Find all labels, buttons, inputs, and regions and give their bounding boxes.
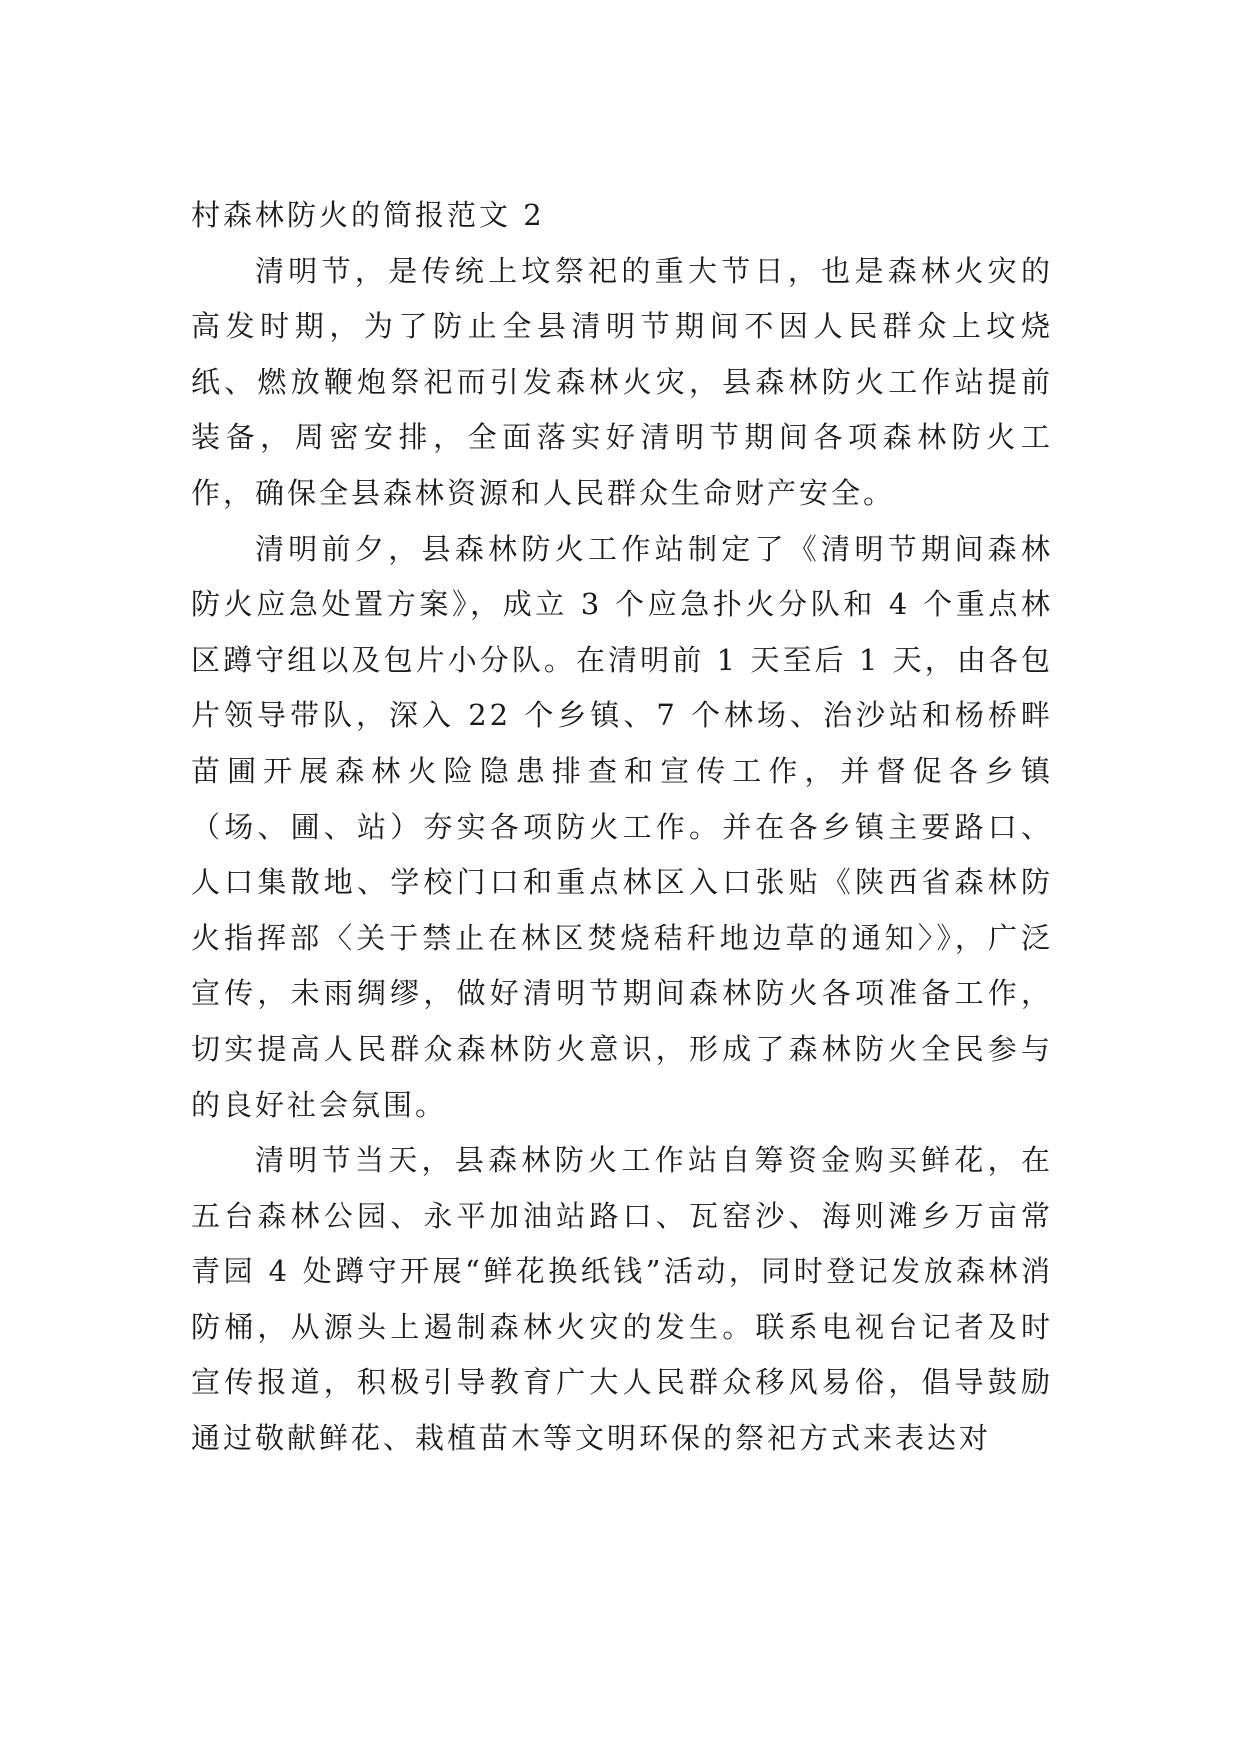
- document-body: [191, 188, 1053, 1467]
- document-title: 村森林防火的简报范文 2: [191, 198, 545, 232]
- paragraph-1: 清明节，是传统上坟祭祀的重大节日，也是森林火灾的高发时期，为了防止全县清明节期间不因人民群众上坟烧纸、燃放鞭炮祭祀而引发森林火灾，县森林防火工作站提前装备，周密安排，全面落实好清明节期间各项森林防火工作，确保全县森林资源和人民群众生命财产安全。: [191, 253, 1053, 510]
- paragraph-3: 清明节当天，县森林防火工作站自筹资金购买鲜花，在五台森林公园、永平加油站路口、瓦窑沙、海则滩乡万亩常青园 4 处蹲守开展“鲜花换纸钱”活动，同时登记发放森林消防桶，从源头上遏制森林火灾的发生。联系电视台记者及时宣传报道，积极引导教育广大人民群众移风易俗，倡导鼓励通过敬献鲜花、栽植苗木等文明环保的祭祀方式来表达对: [191, 1143, 1053, 1456]
- paragraph-2: 清明前夕，县森林防火工作站制定了《清明节期间森林防火应急处置方案》，成立 3 个应急扑火分队和 4 个重点林区蹲守组以及包片小分队。在清明前 1 天至后 1 天，由各包片领导带队，深入 22 个乡镇、7 个林场、治沙站和杨桥畔苗圃开展森林火险隐患排查和宣传工作，并督促各乡镇（场、圃、站）夯实各项防火工作。并在各乡镇主要路口、人口集散地、学校门口和重点林区入口张贴《陕西省森林防火指挥部〈关于禁止在林区焚烧秸秆地边草的通知〉》，广泛宣传，未雨绸缪，做好清明节期间森林防火各项准备工作，切实提高人民群众森林防火意识，形成了森林防火全民参与的良好社会氛围。: [191, 531, 1053, 1122]
